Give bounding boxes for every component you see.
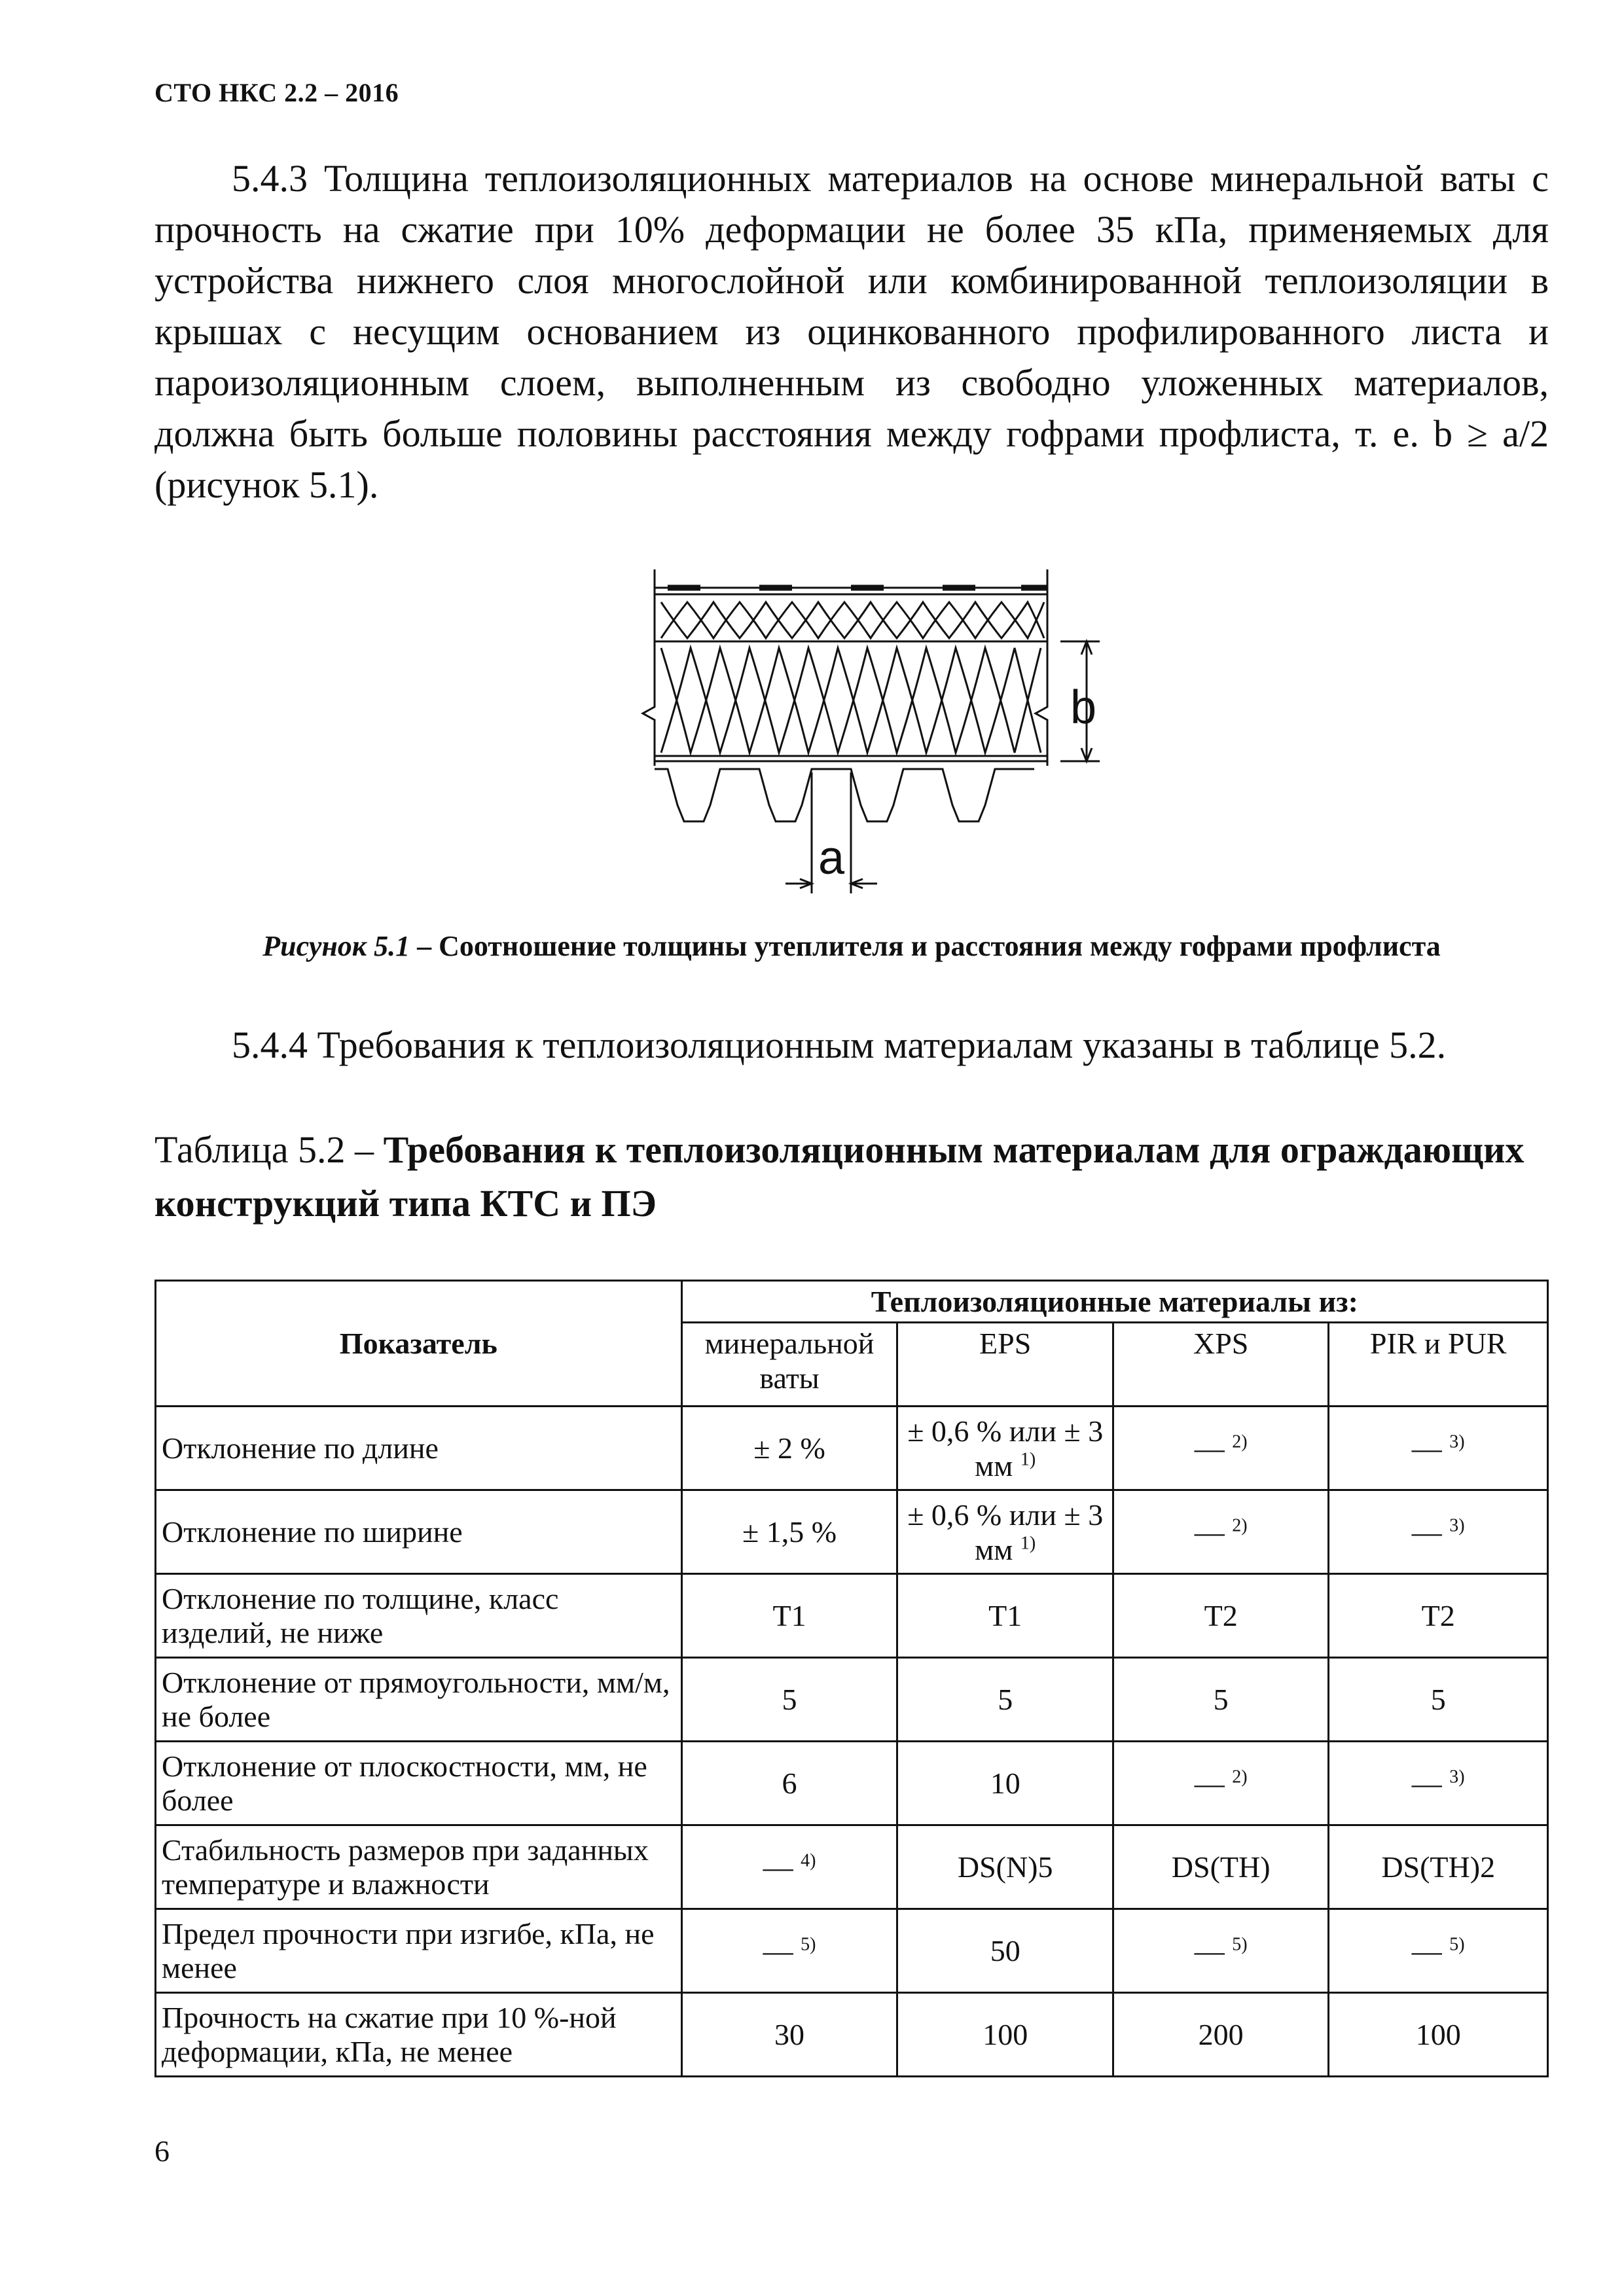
- figure-caption-text: – Соотношение толщины утеплителя и расстояния между гофрами профлиста: [410, 930, 1441, 962]
- cell-value: —: [1194, 1515, 1225, 1549]
- cell-value: 100: [1415, 2018, 1461, 2051]
- row-label: Отклонение от прямоугольности, мм/м, не более: [156, 1658, 682, 1742]
- cell-value: 5: [782, 1683, 797, 1716]
- cell-value: DS(TH): [1171, 1850, 1271, 1884]
- insulation-diagram: [628, 556, 1100, 923]
- table-cell: [681, 1658, 897, 1742]
- cell-value: T2: [1204, 1599, 1238, 1632]
- cell-value: DS(N)5: [957, 1850, 1053, 1884]
- cell-footnote: 1): [1020, 1449, 1036, 1470]
- row-label: Отклонение от плоскостности, мм, не более: [156, 1742, 682, 1825]
- table-cell: [1113, 1742, 1328, 1825]
- dimension-label-a: a: [818, 832, 845, 884]
- cell-value: ± 2 %: [753, 1431, 825, 1465]
- table-cell: [681, 1742, 897, 1825]
- cell-value: —: [1194, 1431, 1225, 1465]
- table-cell: [897, 1407, 1113, 1490]
- dimension-label-b: b: [1070, 681, 1096, 734]
- column-header-eps: EPS: [897, 1323, 1113, 1407]
- paragraph-5-4-3: [154, 153, 1549, 511]
- cell-footnote: 3): [1449, 1431, 1465, 1452]
- column-header-mineral-wool: минеральной ваты: [681, 1323, 897, 1407]
- cell-value: T1: [772, 1599, 806, 1632]
- table-title: [154, 1123, 1549, 1230]
- cell-footnote: 1): [1020, 1533, 1036, 1554]
- cell-value: —: [1411, 1934, 1442, 1967]
- cell-footnote: 2): [1232, 1767, 1248, 1787]
- table-cell: [897, 1825, 1113, 1909]
- table-row: [156, 1490, 1548, 1574]
- page-number: 6: [154, 2134, 170, 2168]
- cell-value: —: [763, 1850, 793, 1884]
- paragraph-5-4-4: [154, 1020, 1549, 1071]
- cell-value: T1: [988, 1599, 1022, 1632]
- cell-value: 200: [1198, 2018, 1244, 2051]
- table-cell: [1329, 1490, 1548, 1574]
- column-header-group: Теплоизоляционные материалы из:: [681, 1281, 1547, 1323]
- row-label: Прочность на сжатие при 10 %-ной деформации, кПа, не менее: [156, 1993, 682, 2077]
- table-cell: [1329, 1993, 1548, 2077]
- table-row: [156, 1742, 1548, 1825]
- row-label: Стабильность размеров при заданных температуре и влажности: [156, 1825, 682, 1909]
- row-label: Отклонение по ширине: [156, 1490, 682, 1574]
- table-cell: [897, 1574, 1113, 1658]
- cell-value: —: [1411, 1431, 1442, 1465]
- paragraph-5-4-4-text: 5.4.4 Требования к теплоизоляционным материалам указаны в таблице 5.2.: [232, 1024, 1447, 1066]
- table-cell: [897, 1909, 1113, 1993]
- table-cell: [681, 1909, 897, 1993]
- cell-value: DS(TH)2: [1381, 1850, 1496, 1884]
- document-header: СТО НКС 2.2 – 2016: [154, 78, 399, 107]
- table-cell: [1113, 1909, 1328, 1993]
- cell-value: 5: [1213, 1683, 1229, 1716]
- cell-footnote: 3): [1449, 1767, 1465, 1787]
- column-header-indicator: Показатель: [156, 1281, 682, 1407]
- cell-footnote: 2): [1232, 1431, 1248, 1452]
- cell-footnote: 5): [801, 1934, 816, 1955]
- table-title-text: Требования к теплоизоляционным материалам для ограждающих конструкций типа КТС и ПЭ: [154, 1128, 1525, 1225]
- table-cell: [681, 1407, 897, 1490]
- table-cell: [1329, 1742, 1548, 1825]
- requirements-table: [154, 1280, 1549, 2077]
- table-cell: [1113, 1407, 1328, 1490]
- paragraph-5-4-3-text: 5.4.3 Толщина теплоизоляционных материалов на основе минеральной ваты с прочность на сжатие при 10% деформации не более 35 кПа, применяемых для устройства нижнего слоя многослойной или комбинированной теплоизоляции в крышах с несущим основанием из оцинкованного профилированного листа и пароизоляционным слоем, выполненным из свободно уложенных материалов, должна быть больше половины расстояния между гофрами профлиста, т. е. b ≥ a/2 (рисунок 5.1).: [154, 157, 1549, 506]
- table-title-prefix: Таблица 5.2 –: [154, 1128, 384, 1171]
- cell-footnote: 5): [1449, 1934, 1465, 1955]
- table-cell: [681, 1490, 897, 1574]
- table-cell: [681, 1825, 897, 1909]
- table-cell: [897, 1993, 1113, 2077]
- cell-value: 30: [774, 2018, 805, 2051]
- table-cell: [1329, 1825, 1548, 1909]
- table-row: [156, 1825, 1548, 1909]
- cell-value: ± 0,6 % или ± 3 мм: [907, 1498, 1104, 1566]
- cell-footnote: 3): [1449, 1515, 1465, 1536]
- table-cell: [1113, 1658, 1328, 1742]
- table-cell: [1329, 1658, 1548, 1742]
- cell-value: ± 0,6 % или ± 3 мм: [907, 1414, 1104, 1482]
- cell-footnote: 2): [1232, 1515, 1248, 1536]
- table-cell: [681, 1574, 897, 1658]
- table-cell: [1329, 1574, 1548, 1658]
- table-cell: [1113, 1825, 1328, 1909]
- table-cell: [681, 1993, 897, 2077]
- table-row: [156, 1909, 1548, 1993]
- cell-value: 50: [990, 1934, 1020, 1967]
- cell-value: —: [1194, 1767, 1225, 1800]
- cell-footnote: 4): [801, 1850, 816, 1871]
- table-cell: [1329, 1909, 1548, 1993]
- cell-value: 10: [990, 1767, 1020, 1800]
- table-cell: [897, 1658, 1113, 1742]
- table-cell: [1329, 1407, 1548, 1490]
- cell-value: T2: [1421, 1599, 1455, 1632]
- cell-value: —: [1194, 1934, 1225, 1967]
- table-row: [156, 1407, 1548, 1490]
- cell-footnote: 5): [1232, 1934, 1248, 1955]
- column-header-pir-pur: PIR и PUR: [1329, 1323, 1548, 1407]
- table-cell: [1113, 1574, 1328, 1658]
- cell-value: ± 1,5 %: [742, 1515, 837, 1549]
- cell-value: —: [1411, 1515, 1442, 1549]
- cell-value: —: [763, 1934, 793, 1967]
- cell-value: 6: [782, 1767, 797, 1800]
- table-cell: [1113, 1993, 1328, 2077]
- row-label: Предел прочности при изгибе, кПа, не менее: [156, 1909, 682, 1993]
- figure-caption-label: Рисунок 5.1: [262, 930, 410, 962]
- row-label: Отклонение по длине: [156, 1407, 682, 1490]
- row-label: Отклонение по толщине, класс изделий, не ниже: [156, 1574, 682, 1658]
- cell-value: 5: [998, 1683, 1013, 1716]
- cell-value: 5: [1430, 1683, 1446, 1716]
- column-header-xps: XPS: [1113, 1323, 1328, 1407]
- figure-caption: [154, 929, 1549, 963]
- table-row: [156, 1658, 1548, 1742]
- table-cell: [897, 1490, 1113, 1574]
- table-cell: [1113, 1490, 1328, 1574]
- figure-5-1: [628, 556, 1100, 923]
- cell-value: 100: [983, 2018, 1028, 2051]
- cell-value: —: [1411, 1767, 1442, 1800]
- table-row: [156, 1993, 1548, 2077]
- table-row: [156, 1574, 1548, 1658]
- table-cell: [897, 1742, 1113, 1825]
